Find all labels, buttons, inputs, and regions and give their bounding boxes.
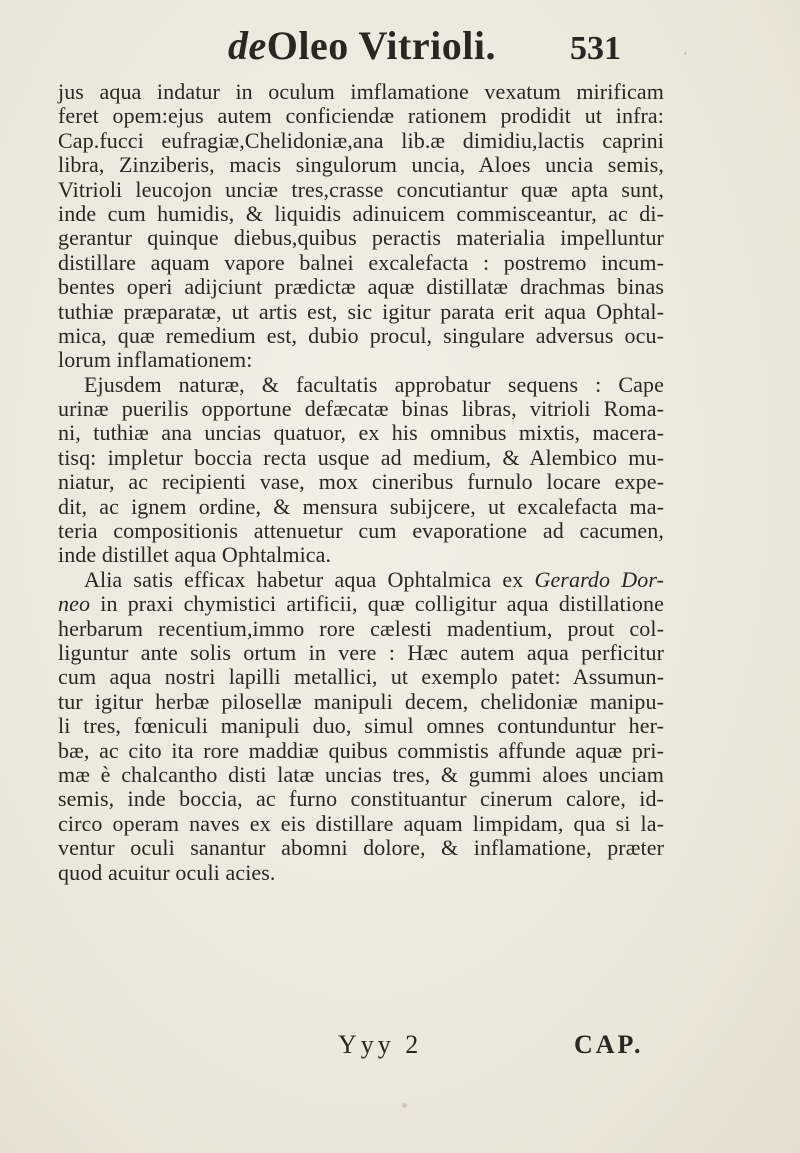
text-line: dit, ac ignem ordine, & mensura subijcere, ut excalefacta ma- bbox=[58, 493, 664, 519]
text-line: herbarum recentium,immo rore cælesti madentium, prout col- bbox=[58, 615, 664, 641]
text-line: lorum inflamationem: bbox=[58, 347, 253, 373]
ink-speck bbox=[684, 52, 687, 55]
text-line: inde distillet aqua Ophtalmica. bbox=[58, 542, 332, 568]
catchword: CAP. bbox=[574, 1030, 644, 1059]
text-line: ni, tuthiæ ana uncias quatuor, ex his omnibus mixtis, macera- bbox=[58, 420, 664, 446]
text-line: mica, quæ remedium est, dubio procul, singulare adversus ocu- bbox=[58, 322, 664, 348]
text-line: Vitrioli leucojon unciæ tres,crasse concutiantur quæ apta sunt, bbox=[58, 176, 664, 202]
author-name-end: neo bbox=[58, 591, 91, 617]
body-text bbox=[58, 80, 664, 885]
paragraph-3 bbox=[58, 568, 664, 885]
author-name: Gerardo Dor- bbox=[534, 566, 664, 592]
text-line: tisq: impletur boccia recta usque ad medium, & Alembico mu- bbox=[58, 444, 664, 470]
page-title bbox=[228, 22, 496, 69]
text-line: Cap.fucci eufragiæ,Chelidoniæ,ana lib.æ dimidiu,lactis caprini bbox=[58, 127, 664, 153]
text-line: libra, Zinziberis, macis singulorum uncia, Aloes uncia semis, bbox=[58, 152, 664, 178]
text-line: cum aqua nostri lapilli metallici, ut exemplo patet: Assumun- bbox=[58, 664, 664, 690]
title-main: Oleo Vitrioli. bbox=[266, 23, 496, 68]
running-head bbox=[200, 22, 620, 72]
text-line: ventur oculi sanantur abomni dolore, & inflamatione, præter bbox=[58, 835, 664, 861]
ink-speck bbox=[402, 1103, 407, 1108]
text-line: liguntur ante solis ortum in vere : Hæc autem aqua perficitur bbox=[58, 639, 664, 665]
text-line bbox=[58, 568, 664, 592]
text-line: jus aqua indatur in oculum imflamatione vexatum mirificam bbox=[58, 79, 664, 104]
text-line: niatur, ac recipienti vase, mox cineribus furnulo locare expe- bbox=[58, 469, 664, 495]
signature-mark: Yyy 2 bbox=[338, 1030, 423, 1059]
text-line bbox=[58, 592, 664, 616]
footer-line bbox=[338, 1030, 668, 1066]
text-line: li tres, fœniculi manipuli duo, simul omnes contunduntur her- bbox=[58, 713, 664, 739]
text-line: quod acuitur oculi acies. bbox=[58, 859, 276, 885]
text-run: in praxi chymistici artificii, quæ colligitur aqua distillatione bbox=[90, 591, 664, 617]
text-line: inde cum humidis, & liquidis adinuicem commisceantur, ac di- bbox=[58, 200, 664, 226]
text-line: tur igitur herbæ pilosellæ manipuli decem, chelidoniæ manipu- bbox=[58, 688, 664, 714]
text-line: tuthiæ præparatæ, ut artis est, sic igitur parata erit aqua Ophtal- bbox=[58, 298, 664, 324]
text-line: Ejusdem naturæ, & facultatis approbatur sequens : Cape bbox=[84, 371, 664, 397]
paragraph-2 bbox=[58, 373, 664, 568]
text-line: semis, inde boccia, ac furno constituantur cinerum calore, id- bbox=[58, 786, 664, 812]
page-number: 531 bbox=[570, 30, 621, 67]
text-line: circo operam naves ex eis distillare aquam limpidam, qua si la- bbox=[58, 810, 664, 836]
text-line: feret opem:ejus autem conficiendæ rationem prodidit ut infra: bbox=[58, 103, 664, 129]
text-line: urinæ puerilis opportune defæcatæ binas libras, vitrioli Roma- bbox=[58, 396, 664, 422]
text-line: bæ, ac cito ita rore maddiæ quibus commistis affunde aquæ pri- bbox=[58, 737, 664, 763]
text-line: distillare aquam vapore balnei excalefacta : postremo incum- bbox=[58, 249, 664, 275]
paragraph-1 bbox=[58, 80, 664, 373]
title-prefix: de bbox=[228, 23, 267, 68]
text-line: bentes operi adijciunt prædictæ aquæ distillatæ drachmas binas bbox=[58, 274, 664, 300]
text-line: mæ è chalcantho disti latæ uncias tres, & gummi aloes unciam bbox=[58, 761, 664, 787]
text-line: gerantur quinque diebus,quibus peractis materialia impelluntur bbox=[58, 225, 664, 251]
text-line: teria compositionis attenuetur cum evaporatione ad cacumen, bbox=[58, 518, 664, 544]
text-run: Alia satis efficax habetur aqua Ophtalmica ex bbox=[84, 566, 535, 592]
